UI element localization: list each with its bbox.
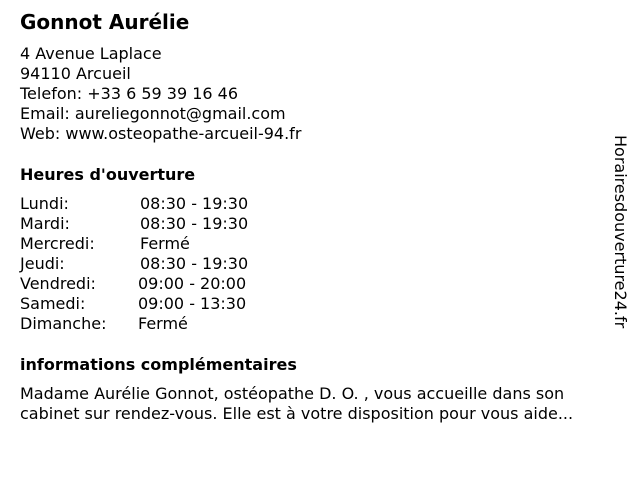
- hours-row: [20, 274, 610, 294]
- hours-time: 09:00 - 13:30: [138, 294, 247, 313]
- info-text-line-1: Madame Aurélie Gonnot, ostéopathe D. O. , vous accueille dans son: [20, 384, 565, 403]
- hours-day: Mardi:: [20, 214, 70, 233]
- hours-row: [20, 314, 610, 334]
- hours-time: 08:30 - 19:30: [140, 214, 249, 233]
- hours-title: Heures d'ouverture: [20, 165, 196, 184]
- hours-table: [20, 194, 610, 334]
- hours-day: Jeudi:: [20, 254, 65, 273]
- info-title: informations complémentaires: [20, 355, 297, 374]
- hours-day: Lundi:: [20, 194, 69, 213]
- hours-row: [20, 214, 610, 234]
- web-line: Web: www.osteopathe-arcueil-94.fr: [20, 124, 302, 143]
- hours-time: 08:30 - 19:30: [140, 194, 249, 213]
- hours-time: Fermé: [138, 314, 188, 333]
- address-line-2: 94110 Arcueil: [20, 64, 131, 83]
- hours-time: 09:00 - 20:00: [138, 274, 247, 293]
- hours-day: Mercredi:: [20, 234, 95, 253]
- hours-row: [20, 194, 610, 214]
- business-name: Gonnot Aurélie: [20, 10, 190, 34]
- info-text-line-2: cabinet sur rendez-vous. Elle est à votre disposition pour vous aide...: [20, 404, 574, 423]
- email-line: Email: aureliegonnot@gmail.com: [20, 104, 286, 123]
- site-watermark: Horairesdouverture24.fr: [611, 135, 630, 329]
- business-card: [20, 8, 610, 424]
- hours-day: Dimanche:: [20, 314, 107, 333]
- hours-time: Fermé: [140, 234, 190, 253]
- address-line-1: 4 Avenue Laplace: [20, 44, 162, 63]
- hours-time: 08:30 - 19:30: [140, 254, 249, 273]
- hours-day: Vendredi:: [20, 274, 96, 293]
- hours-row: [20, 234, 610, 254]
- hours-day: Samedi:: [20, 294, 86, 313]
- hours-row: [20, 294, 610, 314]
- phone-line: Telefon: +33 6 59 39 16 46: [20, 84, 239, 103]
- hours-row: [20, 254, 610, 274]
